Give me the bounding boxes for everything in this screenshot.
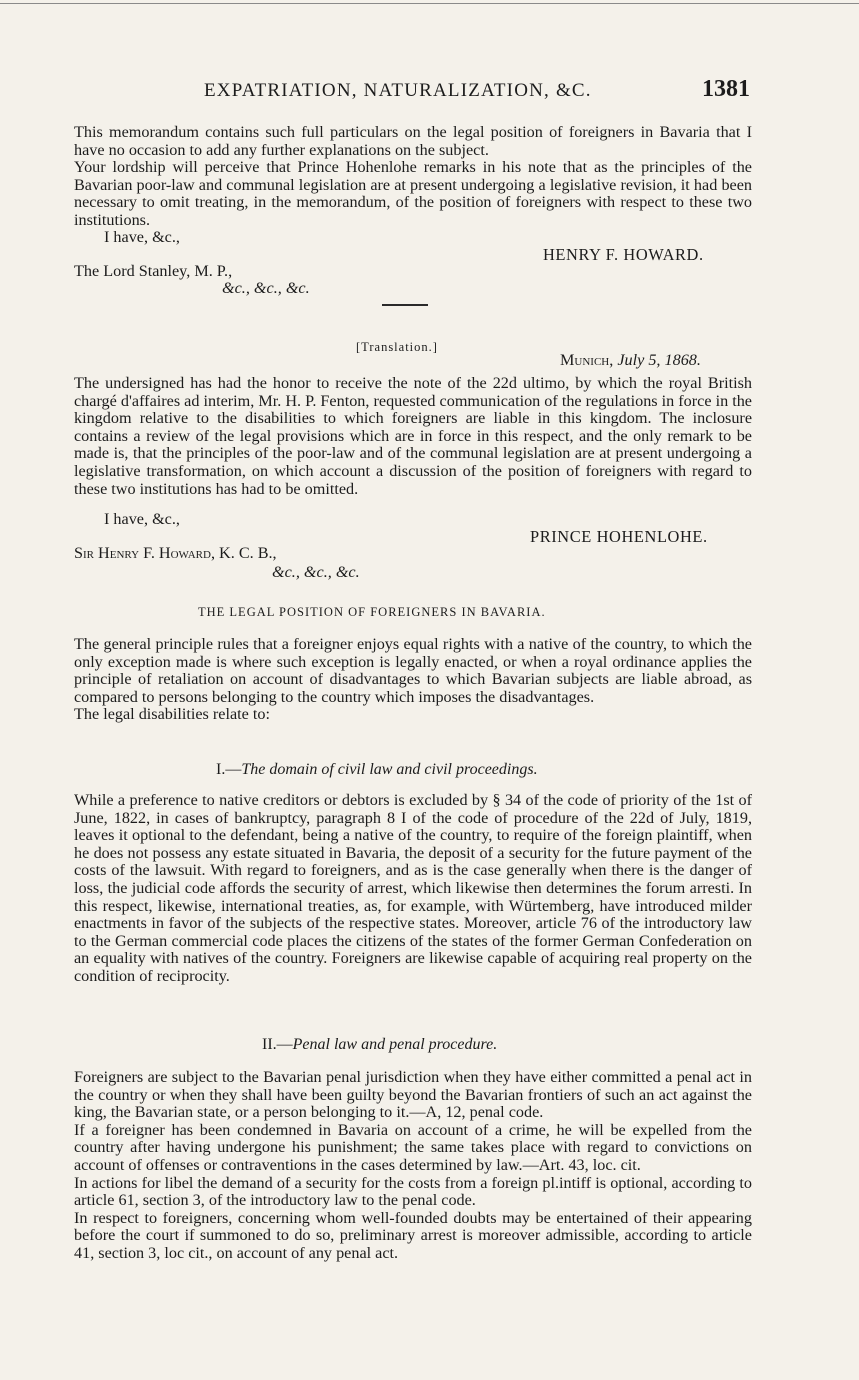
translation-body bbox=[74, 375, 752, 498]
section-2-paragraph-3: In actions for libel the demand of a security for the costs from a foreign pl.intiff is optional, according to article 61, section 3, of the introductory law to the penal code. bbox=[74, 1173, 752, 1210]
section-2-number: II.— bbox=[262, 1036, 293, 1053]
dateline-date: July 5, 1868. bbox=[617, 351, 701, 369]
dateline bbox=[560, 351, 701, 370]
running-title: EXPATRIATION, NATURALIZATION, &C. bbox=[204, 80, 592, 101]
page-edge-line bbox=[0, 3, 859, 4]
letter1-paragraph-2: Your lordship will perceive that Prince Hohenlohe remarks in his note that as the principles of the Bavarian poor-law and communal legislation are at present undergoing a legislative revision, it had been necessary to omit treating, in the memorandum, of the position of foreigners with respect to these two institutions. bbox=[74, 158, 752, 229]
page-number: 1381 bbox=[702, 76, 750, 102]
dateline-place: Munich, bbox=[560, 351, 614, 369]
section-2-body bbox=[74, 1069, 752, 1263]
letter1-signature: HENRY F. HOWARD. bbox=[543, 245, 704, 264]
section-1-number: I.— bbox=[216, 761, 242, 778]
memo-paragraph-2: The legal disabilities relate to: bbox=[74, 705, 270, 724]
memo-title: THE LEGAL POSITION OF FOREIGNERS IN BAVARIA. bbox=[198, 605, 546, 619]
section-2-heading bbox=[262, 1036, 497, 1054]
translation-addressee: Sir Henry F. Howard, K. C. B., bbox=[74, 544, 277, 562]
letter1-body bbox=[74, 124, 752, 230]
section-1-paragraph: While a preference to native creditors or debtors is excluded by § 34 of the code of priority of the 1st of June, 1822, in cases of bankruptcy, paragraph 8 I of the code of procedure of the 22d of July, 1819, leaves it optional to the defendant, being a native of the country, to require of the foreign plaintiff, when he does not possess any estate situated in Bavaria, the deposit of a security for the future payment of the costs of the lawsuit. With regard to foreigners, and as is the case generally when there is the danger of loss, the judicial code affords the security of arrest, which likewise then determines the forum arresti. In this respect, likewise, international treaties, as, for example, with Würtemberg, have introduced milder enactments in favor of the subjects of the respective states. Moreover, article 76 of the introductory law to the German commercial code places the citizens of the states of the former German Confederation on an equality with natives of the country. Foreigners are likewise capable of acquiring real property on the condition of reciprocity. bbox=[74, 791, 752, 985]
section-2-title: Penal law and penal procedure. bbox=[292, 1036, 498, 1053]
translation-label: [Translation.] bbox=[356, 340, 438, 354]
letter1-etc: &c., &c., &c. bbox=[222, 279, 310, 297]
translation-etc: &c., &c., &c. bbox=[272, 563, 360, 581]
section-2-paragraph-1: Foreigners are subject to the Bavarian penal jurisdiction when they have either committed a penal act in the country or when they shall have been guilty beyond the Bavarian frontiers of such an act against the king, the Bavarian state, or a person belonging to it.—A, 12, penal code. bbox=[74, 1068, 752, 1122]
separator-rule bbox=[382, 304, 428, 306]
section-2-paragraph-4: In respect to foreigners, concerning whom well-founded doubts may be entertained of their appearing before the court if summoned to do so, preliminary arrest is moreover admissible, according to article 41, section 3, loc cit., on account of any penal act. bbox=[74, 1208, 752, 1262]
memo-intro bbox=[74, 636, 752, 724]
letter1-paragraph-1: This memorandum contains such full particulars on the legal position of foreigners in Bavaria that I have no occasion to add any further explanations on the subject. bbox=[74, 123, 752, 159]
translation-paragraph: The undersigned has had the honor to receive the note of the 22d ultimo, by which the royal British chargé d'affaires ad interim, Mr. H. P. Fenton, requested communication of the regulations in force in the kingdom relative to the disabilities to which foreigners are liable in this kingdom. The inclosure contains a review of the legal provisions which are in force in this respect, and the only remark to be made is, that the principles of the poor-law and of the communal legislation are at present undergoing a legislative transformation, on which account a discussion of the position of foreigners with regard to these two institutions has had to be omitted. bbox=[74, 374, 752, 498]
running-header bbox=[200, 76, 750, 106]
translation-closing: I have, &c., bbox=[104, 510, 180, 528]
letter1-closing: I have, &c., bbox=[104, 228, 180, 246]
translation-signature: PRINCE HOHENLOHE. bbox=[530, 527, 708, 546]
section-2-paragraph-2: If a foreigner has been condemned in Bavaria on account of a crime, he will be expelled from the country after having undergone his punishment; the same takes place with regard to convictions on account of offenses or contraventions in the cases determined by law.—Art. 43, loc. cit. bbox=[74, 1120, 752, 1174]
section-1-heading bbox=[216, 761, 538, 779]
section-1-title: The domain of civil law and civil proceedings. bbox=[241, 761, 538, 778]
memo-paragraph-1: The general principle rules that a foreigner enjoys equal rights with a native of the country, to which the only exception made is where such exception is legally enacted, or when a royal ordinance applies the principle of retaliation on account of disadvantages to which Bavarian subjects are liable abroad, as compared to persons belonging to the country which imposes the disadvantages. bbox=[74, 635, 752, 706]
section-1-body bbox=[74, 792, 752, 986]
letter1-addressee: The Lord Stanley, M. P., bbox=[74, 262, 233, 280]
